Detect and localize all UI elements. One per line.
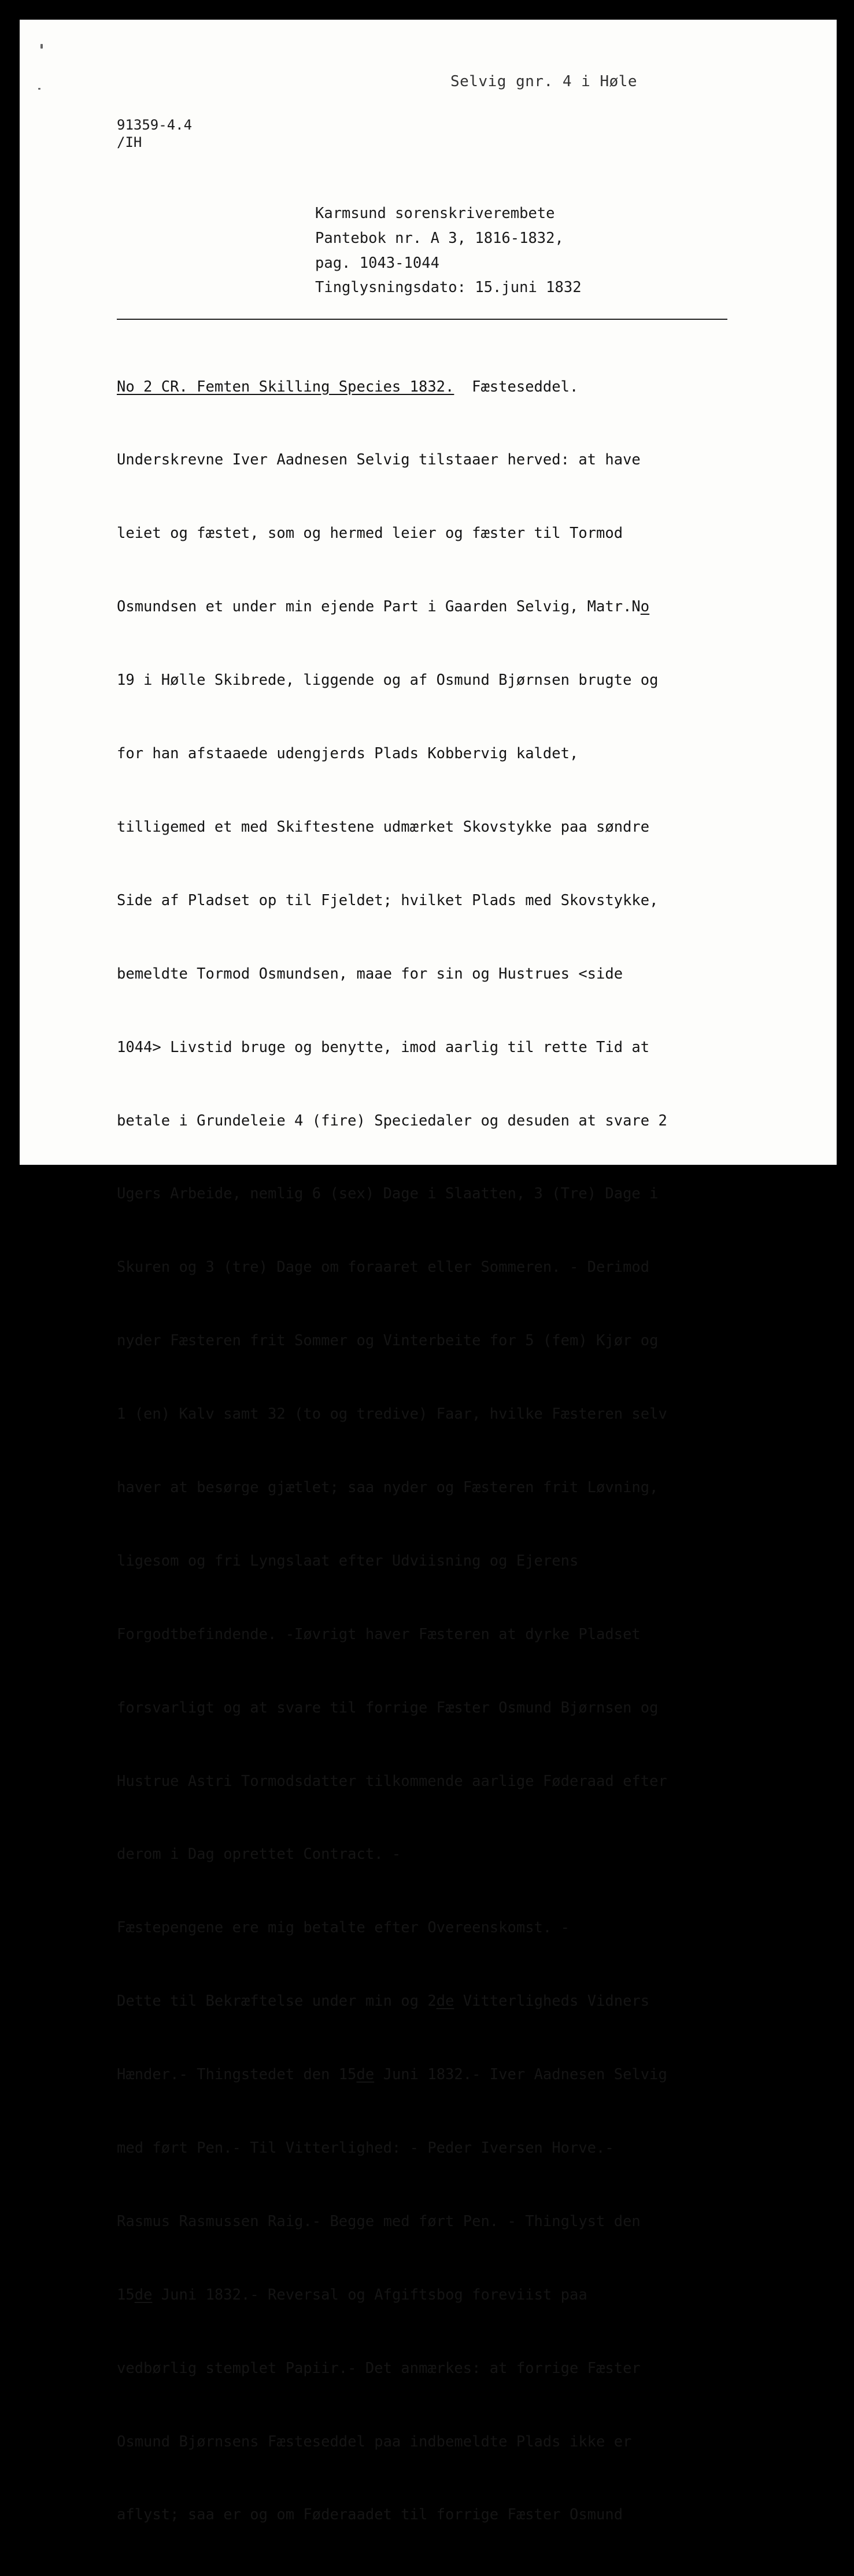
horizontal-rule (117, 319, 727, 320)
text-line: for han afstaaede udengjerds Plads Kobbervig kaldet, (117, 745, 579, 763)
text-line: nyder Fæsteren frit Sommer og Vinterbeite for 5 (fem) Kjør og (117, 1332, 659, 1350)
text-line: 1044> Livstid bruge og benytte, imod aarlig til rette Tid at (117, 1038, 650, 1056)
text-line (117, 2062, 667, 2087)
text-line: haver at besørge gjætlet; saa nyder og Fæsteren frit Løvning, (117, 1478, 659, 1496)
text-segment: Osmundsen et under min ejende Part i Gaarden Selvig, Matr.N (117, 598, 641, 616)
text-segment: Juni 1832.- Reversal og Afgiftsbog foreviist paa (152, 2286, 587, 2304)
text-line: Hustrue Astri Tormodsdatter tilkommende aarlige Føderaad efter (117, 1772, 667, 1790)
text-segment: Juni 1832.- Iver Aadnesen Selvig (374, 2066, 667, 2084)
document-title: Selvig gnr. 4 i Høle (450, 73, 638, 90)
text-segment: Hænder.- Thingstedet den 15 (117, 2066, 357, 2084)
text-line: aflyst; saa er og om Føderaadet til forrige Fæster Osmund (117, 2506, 623, 2524)
text-segment: Vitterligheds Vidners (454, 1992, 650, 2010)
source-office: Karmsund sorenskriverembete (315, 205, 555, 222)
text-line: med ført Pen.- Til Vitterlighed: - Peder Iversen Horve.- (117, 2139, 614, 2157)
source-date: Tinglysningsdato: 15.juni 1832 (315, 279, 582, 296)
document-page (20, 20, 837, 2524)
text-line (117, 1989, 667, 2013)
source-pages: pag. 1043-1044 (315, 254, 439, 272)
text-line: Ugers Arbeide, nemlig 6 (sex) Dage i Slaatten, 3 (Tre) Dage i (117, 1185, 659, 1203)
text-line: Underskrevne Iver Aadnesen Selvig tilstaaer herved: at have (117, 451, 641, 469)
superscript-underlined: o (640, 598, 650, 616)
text-segment: 15 (117, 2286, 135, 2304)
text-line: Fæstepengene ere mig betalte efter Overeenskomst. - (117, 1919, 570, 1937)
text-line (117, 595, 667, 619)
transcription-body (117, 326, 667, 2576)
text-line: Skuren og 3 (tre) Dage om foraaret eller Sommeren. - Derimod (117, 1259, 650, 1276)
text-line: vedbørlig stemplet Papiir.- Det anmærkes: at forrige Fæster (117, 2359, 641, 2377)
source-book: Pantebok nr. A 3, 1816-1832, (315, 230, 564, 247)
text-line: Rasmus Rasmussen Raig.- Begge med ført Pen. - Thinglyst den (117, 2212, 641, 2230)
text-segment: Dette til Bekræftelse under min og 2 (117, 1992, 437, 2010)
text-line: forsvarligt og at svare til forrige Fæster Osmund Bjørnsen og (117, 1699, 659, 1717)
scan-speck (38, 88, 40, 90)
text-line (117, 375, 667, 399)
text-line (117, 2283, 667, 2307)
text-line: leiet og fæstet, som og hermed leier og fæster til Tormod (117, 525, 623, 542)
text-line: betale i Grundeleie 4 (fire) Speciedaler og desuden at svare 2 (117, 1112, 667, 1130)
ordinal-underlined: de (436, 1992, 454, 2010)
ordinal-underlined: de (134, 2286, 153, 2304)
text-line: bemeldte Tormod Osmundsen, maae for sin og Hustrues <side (117, 965, 623, 983)
reference-initials: /IH (117, 134, 142, 150)
ordinal-underlined: de (356, 2066, 375, 2084)
heading-underlined: No 2 CR. Femten Skilling Species 1832. (117, 378, 454, 396)
text-line: Forgodtbefindende. -Iøvrigt haver Fæsteren at dyrke Pladset (117, 1625, 641, 1643)
reference-number: 91359-4.4 (117, 117, 193, 133)
text-line: derom i Dag oprettet Contract. - (117, 1846, 401, 1863)
text-line: 19 i Hølle Skibrede, liggende og af Osmund Bjørnsen brugte og (117, 671, 659, 689)
text-line: tilligemed et med Skiftestene udmærket Skovstykke paa søndre (117, 818, 650, 836)
text-line: Osmund Bjørnsens Fæsteseddel paa indbemeldte Plads ikke er (117, 2433, 632, 2450)
text-line: Side af Pladset op til Fjeldet; hvilket Plads med Skovstykke, (117, 891, 659, 909)
text-line: ligesom og fri Lyngslaat efter Udviisning og Ejerens (117, 1552, 579, 1570)
heading-rest: Fæsteseddel. (454, 378, 579, 396)
scan-speck (40, 44, 43, 49)
text-line: 1 (en) Kalv samt 32 (to og tredive) Faar, hvilke Fæsteren selv (117, 1405, 667, 1423)
